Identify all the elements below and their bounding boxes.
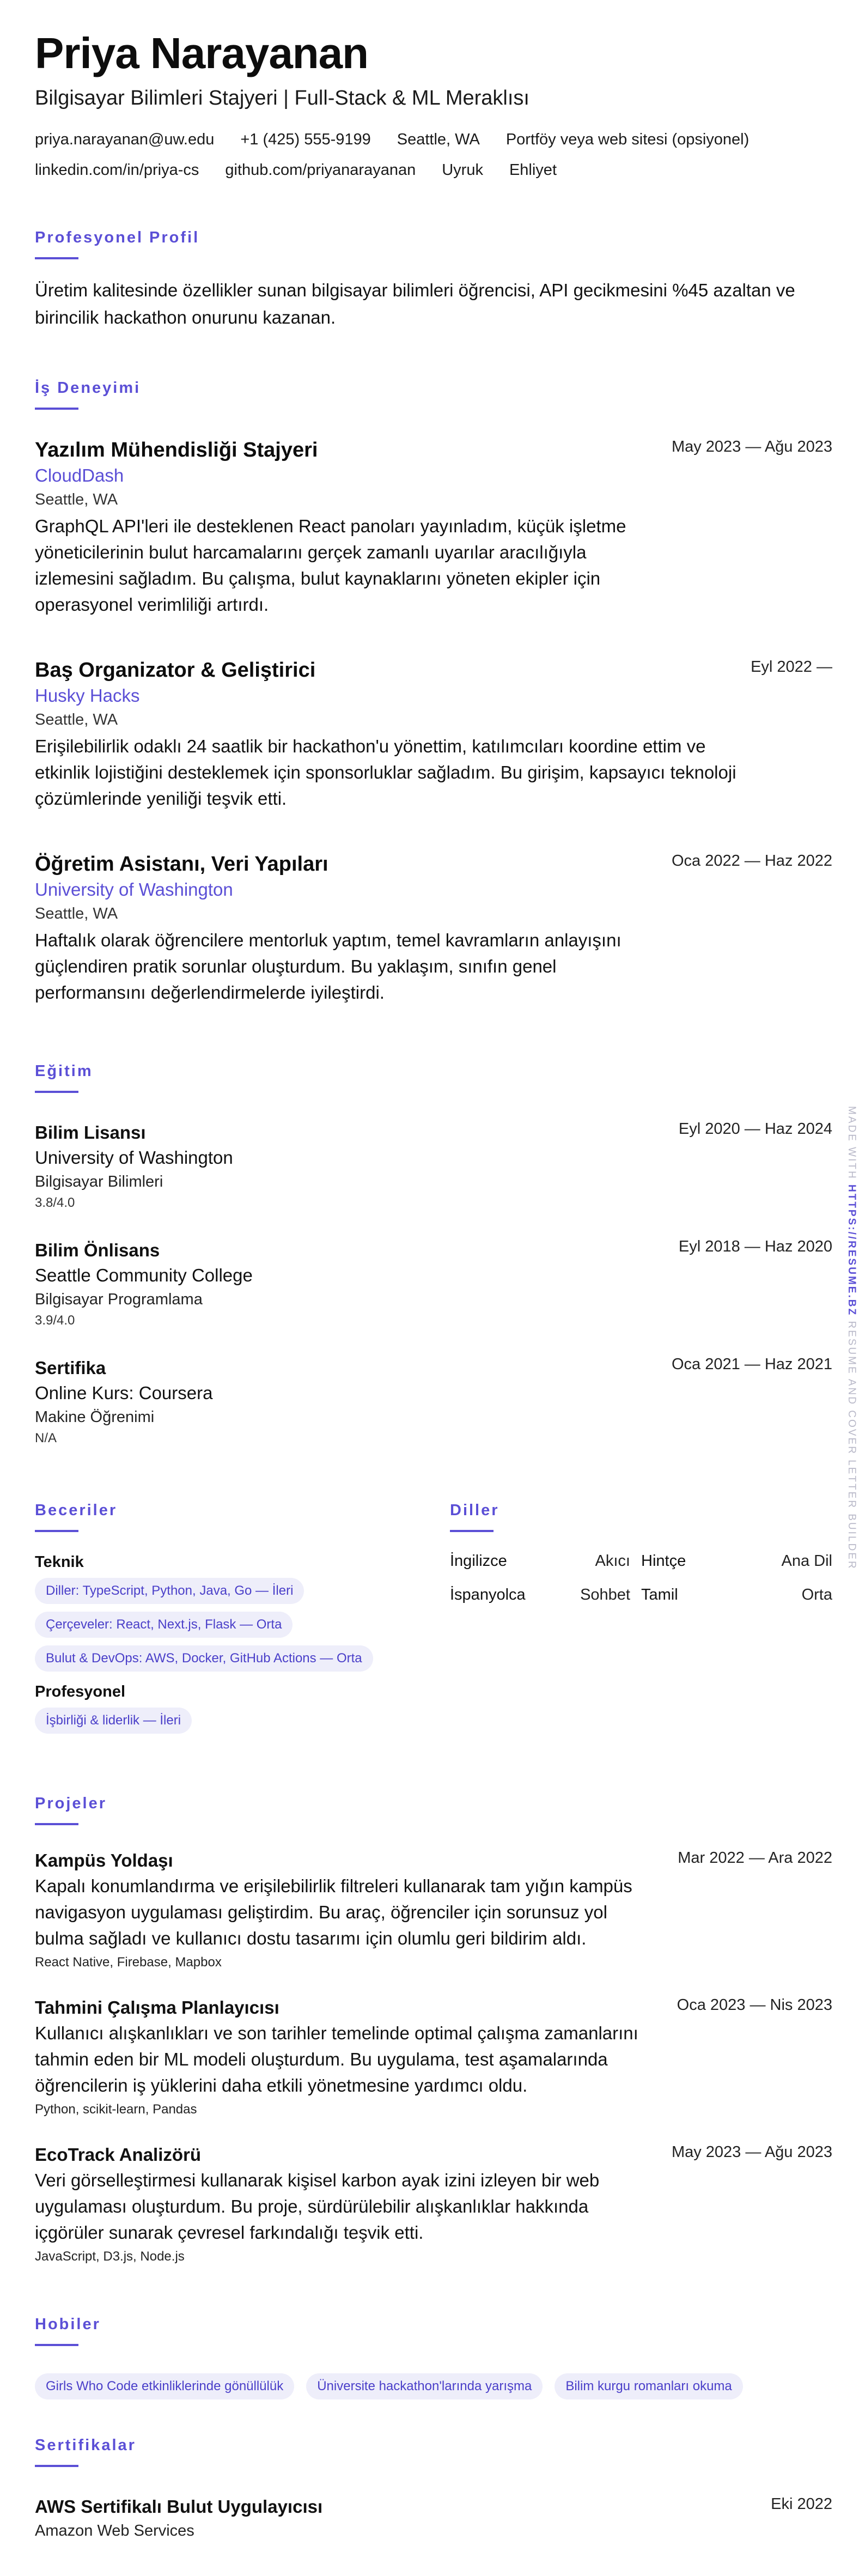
project-tech: Python, scikit-learn, Pandas: [35, 2102, 197, 2117]
contact-phone[interactable]: +1 (425) 555-9199: [240, 131, 371, 148]
education-item: [35, 1238, 832, 1330]
language-level: Sohbet: [580, 1586, 630, 1603]
profile-summary: Üretim kalitesinde özellikler sunan bilgisayar bilimleri öğrencisi, API gecikmesini %45 azaltan ve birincilik hackathon onurunu kazanan.: [35, 280, 795, 327]
edu-field: Bilgisayar Bilimleri: [35, 1173, 163, 1190]
language-level: Ana Dil: [781, 1552, 832, 1570]
contact-row-1: [35, 131, 749, 149]
contact-github[interactable]: github.com/priyanarayanan: [225, 161, 416, 179]
language-row: [450, 1578, 832, 1612]
job-location: Seattle, WA: [35, 711, 118, 728]
language-row: [450, 1544, 832, 1578]
edu-gpa: 3.9/4.0: [35, 1313, 75, 1328]
section-title-projects: Projeler: [35, 1795, 107, 1812]
job-location: Seattle, WA: [35, 491, 118, 508]
candidate-name: Priya Narayanan: [35, 29, 369, 77]
certification-item: [35, 2494, 832, 2542]
hobby-chip: Girls Who Code etkinliklerinde gönüllülük: [35, 2373, 294, 2399]
hobby-chip: Bilim kurgu romanları okuma: [555, 2373, 742, 2399]
edu-degree: Sertifika: [35, 1358, 106, 1378]
education-item: [35, 1120, 832, 1213]
skills-column: [35, 1551, 416, 1741]
skill-chip: Çerçeveler: React, Next.js, Flask — Orta: [35, 1612, 293, 1638]
skills-professional-list: [35, 1708, 416, 1734]
hobby-chip: Üniversite hackathon'larında yarışma: [306, 2373, 543, 2399]
job-item: [35, 437, 832, 618]
section-title-hobbies: Hobiler: [35, 2316, 101, 2333]
job-title: Baş Organizator & Geliştirici: [35, 659, 316, 682]
language-level: Akıcı: [595, 1552, 630, 1570]
job-title: Yazılım Mühendisliği Stajyeri: [35, 439, 318, 461]
hobbies-list: [35, 2373, 743, 2399]
edu-gpa: 3.8/4.0: [35, 1195, 75, 1210]
certification-name: AWS Sertifikalı Bulut Uygulayıcısı: [35, 2496, 323, 2517]
section-title-education: Eğitim: [35, 1062, 93, 1080]
certification-date: Eki 2022: [771, 2495, 832, 2513]
project-title: Tahmini Çalışma Planlayıcısı: [35, 1997, 279, 2018]
language-item: [450, 1578, 641, 1612]
project-title: Kampüs Yoldaşı: [35, 1850, 173, 1870]
skill-chip: İşbirliği & liderlik — İleri: [35, 1708, 192, 1734]
job-company: Husky Hacks: [35, 685, 140, 706]
project-tech: JavaScript, D3.js, Node.js: [35, 2249, 185, 2264]
job-item: [35, 657, 832, 812]
language-name: İngilizce: [450, 1552, 507, 1570]
language-name: Tamil: [641, 1586, 678, 1603]
skills-technical-title: Teknik: [35, 1553, 84, 1571]
skills-professional-title: Profesyonel: [35, 1683, 125, 1700]
made-with-suffix: RESUME AND COVER LETTER BUILDER: [846, 1321, 857, 1570]
skills-technical-list: [35, 1578, 416, 1672]
project-title: EcoTrack Analizörü: [35, 2144, 202, 2165]
job-company: CloudDash: [35, 465, 124, 485]
edu-field: Makine Öğrenimi: [35, 1408, 155, 1426]
language-item: [450, 1544, 641, 1578]
language-item: [641, 1544, 832, 1578]
project-date: Mar 2022 — Ara 2022: [678, 1849, 832, 1867]
candidate-headline: Bilgisayar Bilimleri Stajyeri | Full-Stack & ML Meraklısı: [35, 87, 529, 110]
edu-date: Oca 2021 — Haz 2021: [671, 1356, 832, 1373]
language-name: Hintçe: [641, 1552, 686, 1570]
edu-school: University of Washington: [35, 1147, 233, 1168]
project-item: [35, 1848, 832, 1973]
certification-issuer: Amazon Web Services: [35, 2522, 194, 2539]
project-description: Kapalı konumlandırma ve erişilebilirlik filtreleri kullanarak tam yığın kampüs navigasyon uygulaması geliştirdim. Bu araç, öğrenciler için sorunsuz yol bulma sağladı ve kullanıcı dostu tasarımı için olumlu geri bildirim aldı.: [35, 1876, 632, 1948]
section-title-languages: Diller: [450, 1502, 499, 1519]
job-description: Erişilebilirlik odaklı 24 saatlik bir hackathon'u yönettim, katılımcıları koordine ettim ve etkinlik lojistiğini desteklemek için sponsorluklar sağladım. Bu girişim, kapsayıcı teknoloji çözümlerinde yeniliği teşvik etti.: [35, 736, 736, 809]
made-with-prefix: MADE WITH: [846, 1106, 857, 1180]
contact-license: Ehliyet: [509, 161, 557, 179]
education-item: [35, 1356, 832, 1448]
job-date: Eyl 2022 —: [751, 658, 832, 676]
contact-linkedin[interactable]: linkedin.com/in/priya-cs: [35, 161, 199, 179]
section-title-experience: İş Deneyimi: [35, 379, 141, 397]
project-description: Veri görselleştirmesi kullanarak kişisel karbon ayak izini izleyen bir web uygulaması oluşturdum. Bu proje, sürdürülebilir alışkanlıklar hakkında içgörüler sunarak çevresel farkındalığı teşvik etti.: [35, 2170, 600, 2243]
job-title: Öğretim Asistanı, Veri Yapıları: [35, 853, 328, 876]
language-level: Orta: [801, 1586, 832, 1603]
contact-row-2: [35, 161, 557, 179]
project-date: Oca 2023 — Nis 2023: [677, 1996, 832, 2014]
edu-school: Seattle Community College: [35, 1265, 253, 1285]
project-description: Kullanıcı alışkanlıkları ve son tarihler temelinde optimal çalışma zamanlarını tahmin eden bir ML modeli oluşturdum. Bu uygulama, test aşamalarında öğrencilerin iş yüklerini daha etkili yönetmesine yardımcı oldu.: [35, 2023, 638, 2095]
contact-portfolio[interactable]: Portföy veya web sitesi (opsiyonel): [505, 131, 750, 148]
section-title-skills: Beceriler: [35, 1502, 118, 1519]
contact-email[interactable]: priya.narayanan@uw.edu: [35, 131, 215, 148]
language-item: [641, 1578, 832, 1612]
job-company: University of Washington: [35, 879, 233, 900]
edu-date: Eyl 2018 — Haz 2020: [678, 1238, 832, 1255]
edu-school: Online Kurs: Coursera: [35, 1383, 213, 1403]
contact-location: Seattle, WA: [397, 131, 480, 148]
job-location: Seattle, WA: [35, 905, 118, 922]
made-with-link[interactable]: HTTPS://RESUME.BZ: [846, 1184, 857, 1317]
edu-degree: Bilim Önlisans: [35, 1240, 160, 1260]
job-description: GraphQL API'leri ile desteklenen React panoları yayınladım, küçük işletme yöneticilerinin bulut harcamalarını gerçek zamanlı uyarılar aracılığıyla izlemesini sağladım. Bu çalışma, bulut kaynaklarını yöneten ekipler için operasyonel verimliliği artırdı.: [35, 516, 626, 615]
edu-degree: Bilim Lisansı: [35, 1122, 146, 1143]
languages-grid: [450, 1544, 832, 1612]
edu-field: Bilgisayar Programlama: [35, 1291, 203, 1308]
section-title-certifications: Sertifikalar: [35, 2437, 136, 2454]
project-date: May 2023 — Ağu 2023: [671, 2143, 832, 2161]
project-item: [35, 2142, 832, 2268]
job-description: Haftalık olarak öğrencilere mentorluk yaptım, temel kavramların anlayışını güçlendiren pratik sorunlar oluşturdum. Bu yaklaşım, sınıfın genel performansını değerlendirmelerde iyileştirdi.: [35, 930, 622, 1003]
job-date: May 2023 — Ağu 2023: [671, 438, 832, 455]
edu-gpa: N/A: [35, 1431, 57, 1445]
contact-nationality: Uyruk: [442, 161, 483, 179]
language-name: İspanyolca: [450, 1586, 526, 1603]
job-date: Oca 2022 — Haz 2022: [671, 852, 832, 870]
project-tech: React Native, Firebase, Mapbox: [35, 1955, 222, 1970]
edu-date: Eyl 2020 — Haz 2024: [678, 1120, 832, 1138]
skill-chip: Bulut & DevOps: AWS, Docker, GitHub Actions — Orta: [35, 1645, 373, 1672]
project-item: [35, 1995, 832, 2121]
made-with-note: [845, 1106, 857, 1570]
skill-chip: Diller: TypeScript, Python, Java, Go — İleri: [35, 1578, 304, 1604]
section-title-profile: Profesyonel Profil: [35, 229, 200, 246]
job-item: [35, 851, 832, 1006]
